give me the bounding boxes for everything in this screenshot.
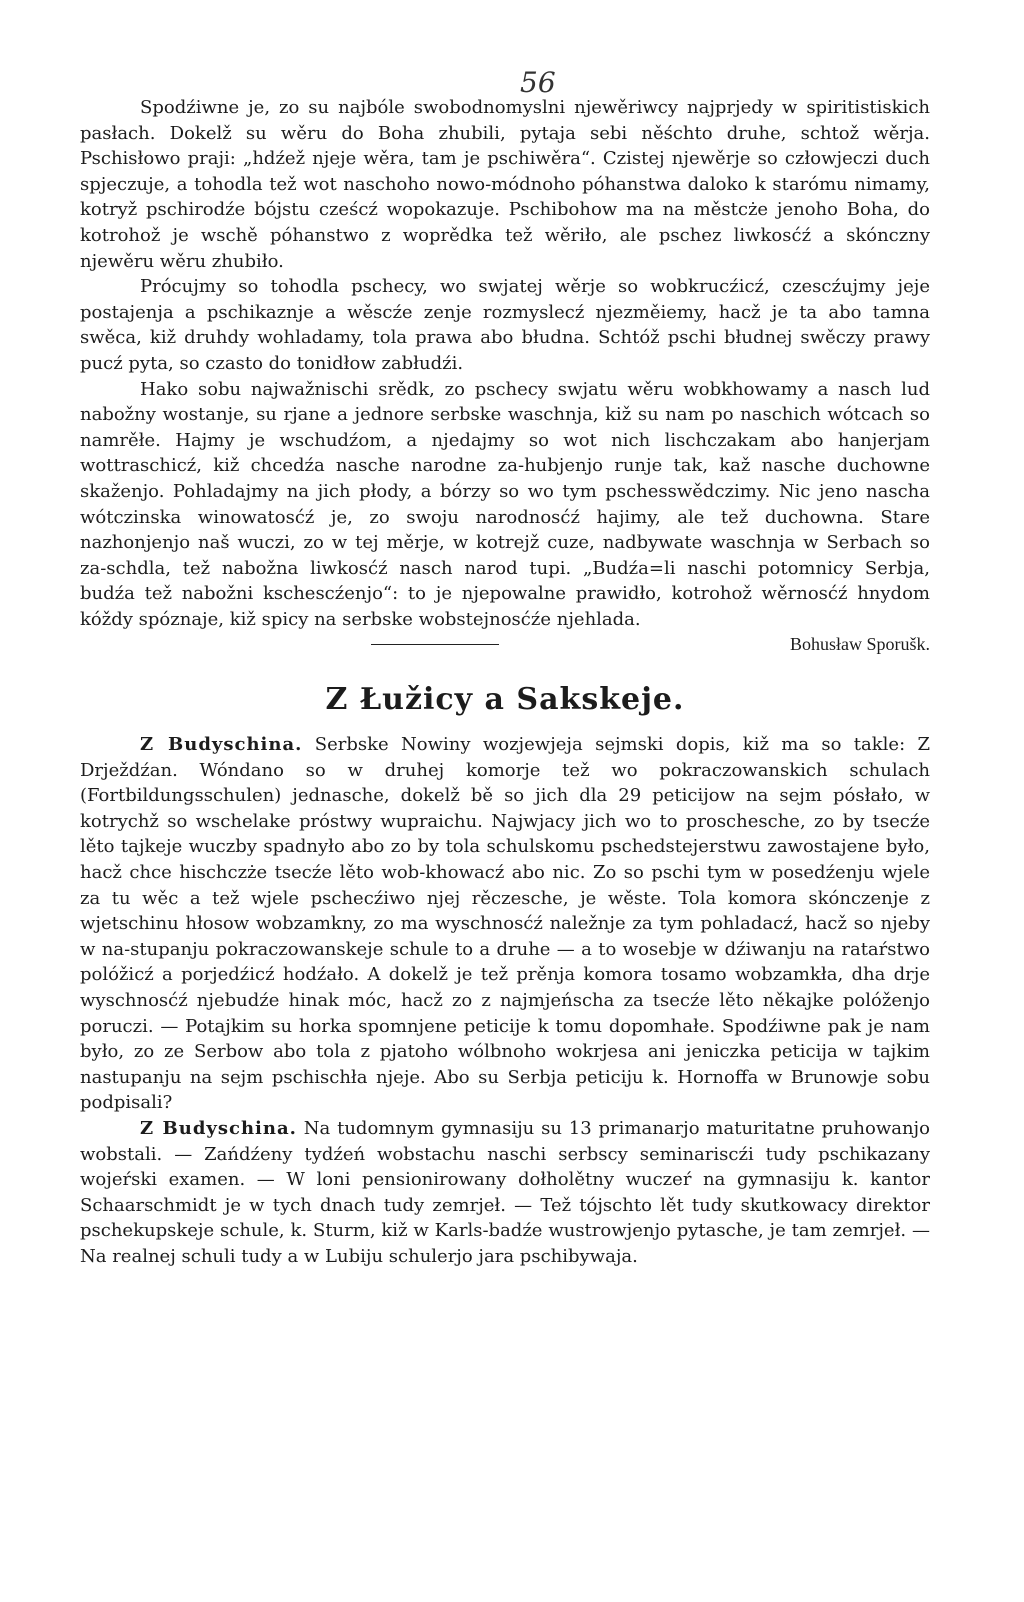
section-heading: Z Łužicy a Sakskeje. (325, 682, 685, 718)
separator-rule (371, 644, 499, 645)
paragraph-customs: Hako sobu najwažnischi srědk, zo pschecy swjatu wěru wobkhowamy a nasch lud nabožny wostanje, su rjane a jednore serbske waschnja, kiž su nam po naschich wótcach so namrěłe. Hajmy je wschudźom, a njedajmy so wot nich lischczakam abo hanjerjam wottraschicź, kiž chcedźa nasche narodne za-hubjenjo runje tak, kaž nasche duchowne skaženjo. Pohladajmy na jich płody, a bórzy so wo tym pschesswědczimy. Nic jeno nascha wótczinska winowatosćź je, zo swoju narodnosćź hajimy, ale tež duchowna. Stare nazhonjenjo naš wuczi, zo w tej měrje, w kotrejž cuze, nadbywate waschnja w Serbach so za-schdla, tež nabožna liwkosćź nasch narod tupi. „Budźa=li naschi potomnicy Serbja, budźa tež nabožni kschescźenjo“: to je njepowalne prawidło, kotrohož wěrnosćź hnydom kóždy spóznaje, kiž spicy na serbske wobstejnosćźe njehlada. (80, 378, 930, 630)
paragraph-faith: Prócujmy so tohodla pschecy, wo swjatej wěrje so wobkrucźicź, czescźujmy jeje postajenja a pschikaznje a wěscźe zenje rozmyslecź njezměiemy, hacž je ta abo tamna swěca, kiž druhdy wohladamy, tola prawa abo błudna. Schtóž pschi błudnej swěczy prawy pucź pyta, so czasto do tonidłow zabłudźi. (80, 276, 930, 374)
news-item-budyschin-2 (80, 1116, 930, 1270)
news-item-budyschin-1 (80, 732, 930, 1116)
news-text: Serbske Nowiny wozjewjeja sejmski dopis, kiž ma so takle: Z Drježdźan. Wóndano so w druhej komorje tež wo pokraczowanskich schulach (Fortbildungsschulen) jednasche, dokelž bě so jich dla 29 peticijow na sejm pósłało, w kotrychž so wschelake próstwy wupraichu. Najwjacy jich wo to proschesche, zo by tsecźe lěto tajkeje wuczby spadnyło abo zo by tola schulskomu pschedstejerstwu zawostajene było, hacž chce hischczże tsecźe lěto wob-khowacź abo nic. Zo so pschi tym w posedźenju wjele za tu wěc a tež wjele pschecźiwo njej rěczesche, je wěste. Tola komora skónczenje z wjetschinu hłosow wobzamkny, zo ma wyschnosćź naležnje za tym pohladacź, hacž so njeby w na-stupanju pokraczowanskeje schule to a druhe — a to wosebje w dźiwanju na rataŕstwo polóžicź a porjedźicź hodźało. A dokelž je tež prěnja komora tosamo wobzamkła, dha drje wyschnosćź njebudźe hinak móc, hacž zo z najmjeńscha za tsecźe lěto někajke polóženjo poruczi. — Potajkim su horka spomnjene peticije k tomu dopomhałe. Spodźiwne pak je nam było, zo ze Serbow abo tola z pjatoho wólbnoho wokrjesa ani jeniczka peticija w tajkim nastupanju na sejm pschischła njeje. Abo su Serbja peticiju k. Hornoffa w Brunowje sobu podpisali? (80, 734, 930, 1114)
news-text: Na tudomnym gymnasiju su 13 primanarjo maturitatne pruhowanjo wobstali. — Zańdźeny tydźeń wobstachu naschi serbscy seminariscźi tudy pschikazany wojeŕski examen. — W loni pensionirowany dołholětny wuczeŕ na gymnasiju k. kantor Schaarschmidt je w tych dnach tudy zemrjeł. — Tež tójschto lět tudy skutkowacy direktor pschekupskeje schule, k. Sturm, kiž w Karls-badźe wustrowjenjo pytasche, je tam zemrjeł. — Na realnej schuli tudy a w Lubiju schulerjo jara pschibywaja. (80, 1117, 930, 1267)
signature-line (80, 632, 930, 658)
dateline: Z Budyschina. (140, 1117, 297, 1139)
page-text (80, 95, 930, 1270)
paragraph-spiritism: Spodźiwne je, zo su najbóle swobodnomyslni njewěriwcy najprjedy w spiritistiskich pasłach. Dokelž su wěru do Boha zhubili, pytaja sebi něśchto druhe, schtož wěrja. Pschisłowo praji: „hdźež njeje wěra, tam je pschiwěra“. Czistej njewěrje so człowjeczi duch spjeczuje, a tohodla tež wot naschoho nowo-módnoho póhanstwa daloko k starómu nimamy, kotryž pschirodźe bójstu cześcź wopokazuje. Pschibohow ma na městcże jenoho Boha, do kotrohož je wschě póhanstwo z woprědka tež wěriło, ale pschez liwkosćź a skónczny njewěru wěru zhubiło. (80, 97, 930, 272)
author-signature: Bohusław Sporušk. (789, 634, 930, 655)
page-number: 56 (520, 66, 556, 99)
dateline: Z Budyschina. (140, 734, 303, 756)
